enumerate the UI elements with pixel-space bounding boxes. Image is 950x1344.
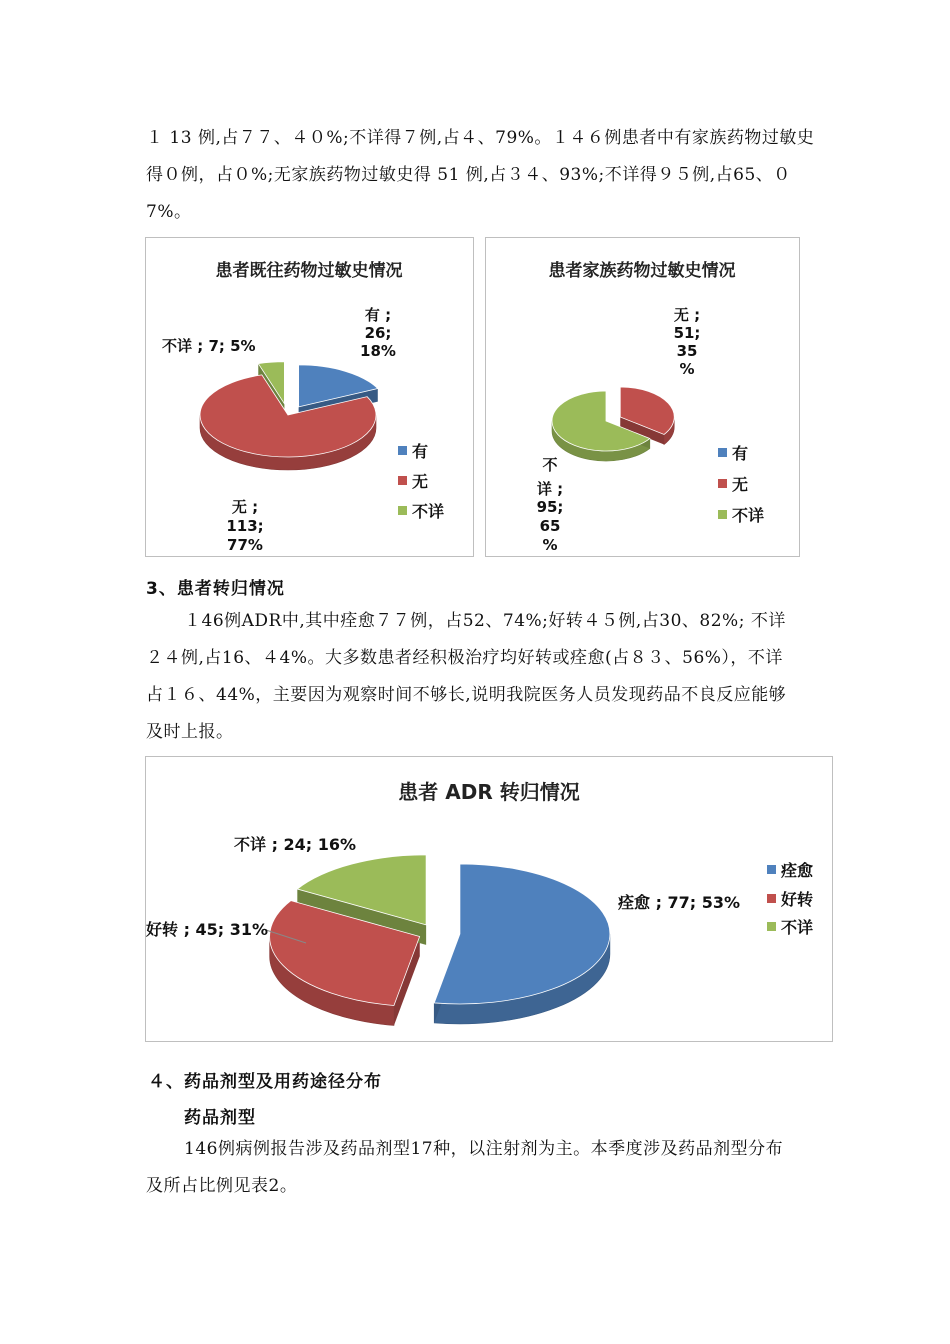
legend-swatch [718,448,727,457]
pie-slices [552,387,674,461]
legend-swatch [398,446,407,455]
data-label: % [679,360,695,378]
data-label: 18% [360,342,396,360]
data-label-no [674,306,701,378]
text-line: 占１６、44%，主要因为观察时间不够长,说明我院医务人员发现药品不良反应能够 [146,685,787,705]
legend-swatch [767,922,776,931]
subsection-heading: 药品剂型 [184,1108,256,1128]
chart-legend [398,442,444,521]
allergy-history-chart-svg [146,238,473,556]
chart-title: 患者既往药物过敏史情况 [215,261,403,281]
text-line: １ 13 例,占７７、４０%;不详得７例,占４、79%。１４６例患者中有家族药物过敏史 [146,128,815,148]
text-line: 7%。 [146,202,192,222]
legend-label: 不详 [732,506,765,525]
data-label: 无 ; [673,306,701,324]
intro-paragraph [146,120,836,231]
text-line: ２４例,占16、４4%。大多数患者经积极治疗均好转或痊愈(占８３、56%），不详 [146,648,783,668]
data-label: 77% [227,536,263,554]
data-label-better: 好转 ; 45; 31% [146,920,269,939]
data-label: 有 ; [364,306,392,324]
text-line: 146例病例报告涉及药品剂型17种，以注射剂为主。本季度涉及药品剂型分布 [184,1139,784,1159]
data-label-unknown [537,456,564,554]
chart-title: 患者家族药物过敏史情况 [548,261,736,281]
data-label-no [226,498,263,554]
data-label: 不 [542,456,558,474]
data-label-unknown: 不详 ; 24; 16% [234,835,357,854]
data-label-yes [360,306,396,360]
adr-outcome-chart-svg [146,757,832,1041]
family-allergy-chart-svg [486,238,799,556]
data-label: 详 ; [536,480,564,498]
allergy-history-chart [145,237,474,557]
data-label: 113; [226,517,264,535]
legend-swatch [398,476,407,485]
legend-swatch [718,510,727,519]
section-heading: ４、药品剂型及用药途径分布 [148,1072,382,1092]
text-line: 及时上报。 [146,722,234,742]
section-heading: 3、患者转归情况 [146,579,285,599]
data-label: 26; [364,324,392,342]
legend-label: 有 [732,444,749,463]
text-line: 得０例，占０%;无家族药物过敏史得 51 例,占３４、93%;不详得９５例,占65、０ [146,165,791,185]
chart-legend [767,861,813,937]
data-label: 95; [536,498,564,516]
legend-label: 无 [412,472,429,491]
data-label: 51; [673,324,701,342]
chart-title: 患者 ADR 转归情况 [398,780,580,804]
legend-label: 无 [732,475,749,494]
data-label: % [542,536,558,554]
pie-slices [270,855,610,1026]
data-label-unknown: 不详 ; 7; 5% [162,337,256,355]
family-allergy-chart [485,237,800,557]
legend-label: 不详 [412,502,445,521]
legend-swatch [398,506,407,515]
pie-slices [200,362,378,470]
outcome-paragraph [146,603,836,751]
legend-swatch [767,894,776,903]
data-label: 35 [676,342,698,360]
legend-swatch [718,479,727,488]
adr-outcome-chart [145,756,833,1042]
legend-label: 有 [412,442,429,461]
data-label: 无 ; [231,498,259,516]
data-label: 65 [539,517,561,535]
data-label-cured: 痊愈 ; 77; 53% [618,893,741,912]
legend-label: 不详 [781,918,814,937]
legend-label: 痊愈 [781,861,814,880]
chart-legend [718,444,764,525]
dosage-form-paragraph [146,1131,836,1205]
legend-swatch [767,865,776,874]
text-line: １46例ADR中,其中痊愈７７例，占52、74%;好转４５例,占30、82%; 不详 [184,611,786,631]
text-line: 及所占比例见表2。 [146,1176,298,1196]
legend-label: 好转 [781,890,814,909]
